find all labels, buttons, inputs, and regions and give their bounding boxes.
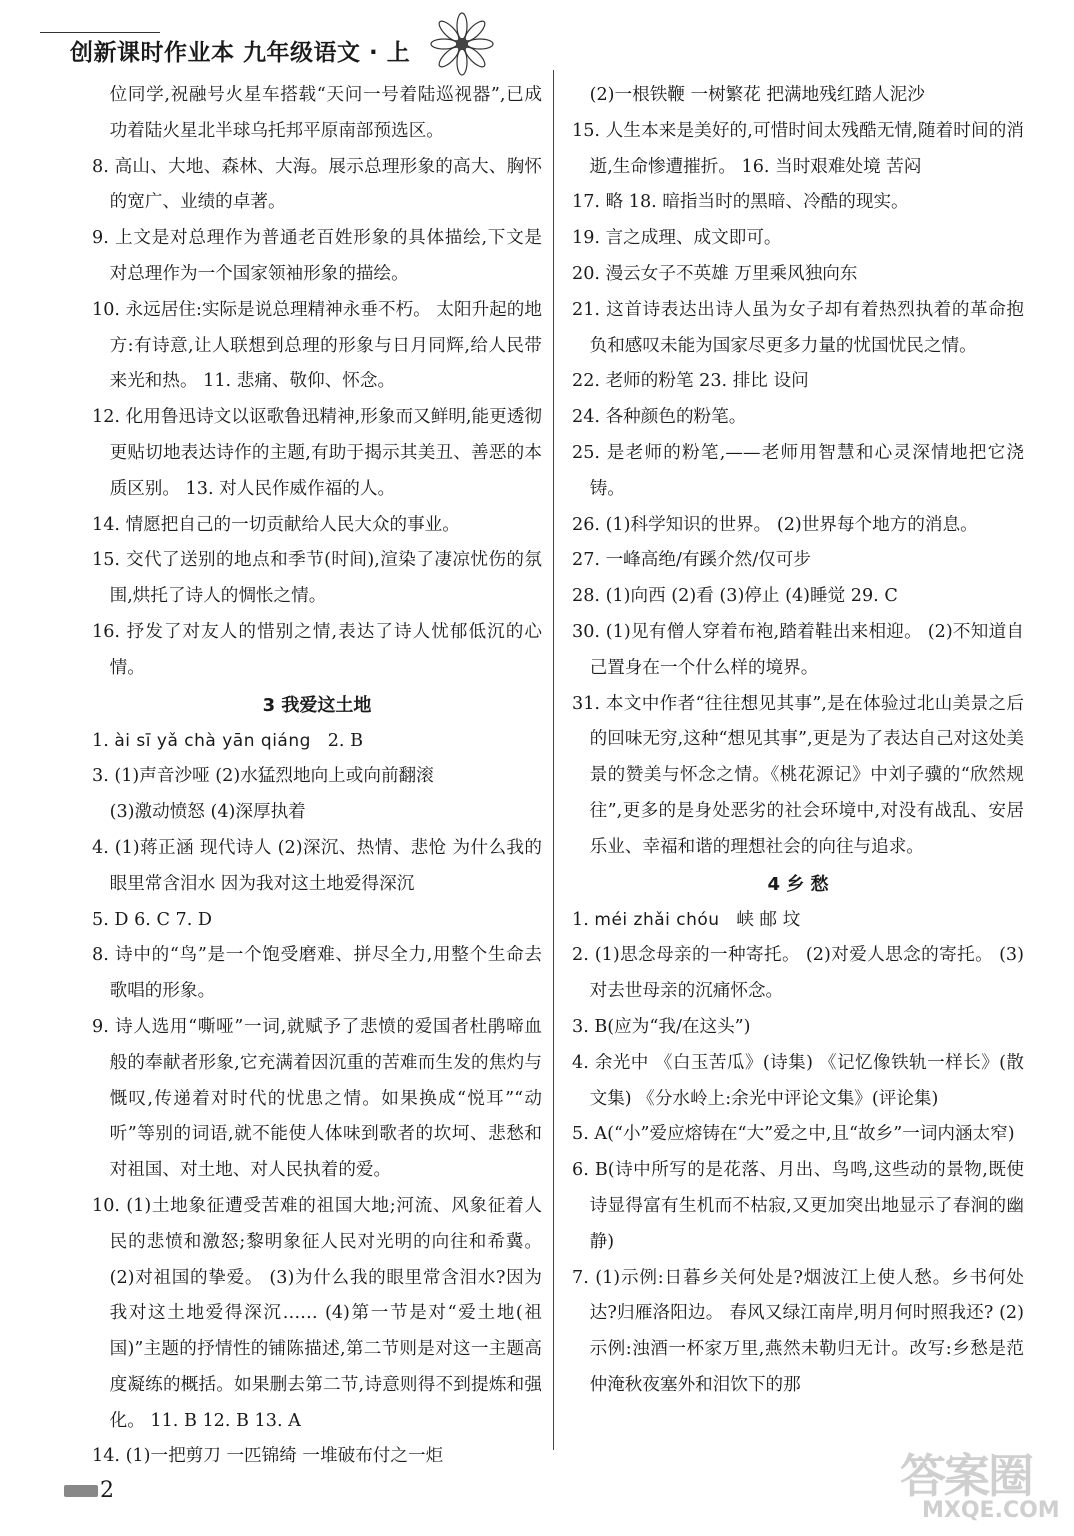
right-column [572, 78, 1024, 1404]
page-number-text: 2 [100, 1478, 114, 1503]
page-number-bar [64, 1485, 98, 1497]
answer-paragraph: 14. (1)一把剪刀 一匹锦绮 一堆破布付之一炬 [92, 1446, 444, 1467]
header-title: 创新课时作业本 九年级语文 · 上 [70, 39, 411, 66]
answer-paragraph: 位同学,祝融号火星车搭载“天问一号着陆巡视器”,已成功着陆火星北半球乌托邦平原南部预选区。 [109, 85, 542, 141]
answer-paragraph: 22. 老师的粉笔 23. 排比 设问 [572, 371, 809, 392]
answer-paragraph: 20. 漫云女子不英雄 万里乘风独向东 [572, 263, 858, 284]
answer-paragraph: 5. D 6. C 7. D [92, 909, 212, 930]
answer-paragraph: 9. 诗人选用“嘶哑”一词,就赋予了悲愤的爱国者杜鹃啼血般的奉献者形象,它充满着因沉重的苦难而生发的焦灼与慨叹,传递着对时代的忧患之情。如果换成“悦耳”“动听”等别的词语,就不能使人体味到歌者的坎坷、悲愁和对祖国、对土地、对人民执着的爱。 [92, 1016, 542, 1181]
answer-paragraph: (2)一根铁鞭 一树繁花 把满地残红踏人泥沙 [589, 85, 925, 105]
answer-paragraph: 8. 诗中的“鸟”是一个饱受磨难、拼尽全力,用整个生命去歌唱的形象。 [92, 945, 542, 1002]
answer-paragraph: 4. 余光中 《白玉苦瓜》(诗集) 《记忆像铁轨一样长》(散文集) 《分水岭上:余光中评论文集》(评论集) [572, 1052, 1024, 1109]
watermark-logo [900, 1440, 1070, 1530]
q1-pinyin: méi zhǎi chóu [594, 909, 720, 930]
answer-paragraph: 31. 本文中作者“往往想见其事”,是在体验过北山美景之后的回味无穷,这种“想见其事”,更是为了表达自己对这处美景的赞美与怀念之情。《桃花源记》中刘子骥的“欣然规往”,更多的是身处恶劣的社会环境中,对没有战乱、安居乐业、幸福和谐的理想社会的向往与追求。 [572, 693, 1024, 857]
answer-paragraph: 15. 人生本来是美好的,可惜时间太残酷无情,随着时间的消逝,生命惨遭摧折。 16. 当时艰难处境 苦闷 [572, 120, 1024, 177]
answer-paragraph: 10. (1)土地象征遭受苦难的祖国大地;河流、风象征着人民的悲愤和激怒;黎明象征人民对光明的向往和希冀。 (2)对祖国的挚爱。 (3)为什么我的眼里常含泪水?因为我对这土地爱得深沉…… (4)第一节是对“爱土地(祖国)”主题的抒情性的铺陈描述,第二节则是对这一主题高度凝练的概括。如果删去第二节,诗意则得不到提炼和强化。 11. B 12. B 13. A [92, 1195, 542, 1431]
section-4-q1 [572, 903, 1024, 939]
answer-paragraph: 19. 言之成理、成文即可。 [572, 228, 782, 249]
answer-paragraph: 16. 抒发了对友人的惜别之情,表达了诗人忧郁低沉的心情。 [92, 621, 542, 678]
answer-paragraph: 10. 永远居住:实际是说总理精神永垂不朽。 太阳升起的地方:有诗意,让人联想到总理的形象与日月同辉,给人民带来光和热。 11. 悲痛、敬仰、怀念。 [92, 299, 542, 392]
section-4-title: 4 乡 愁 [767, 873, 829, 895]
page-header [70, 30, 490, 70]
answer-paragraph: 3. (1)声音沙哑 (2)水猛烈地向上或向前翻滚 [92, 766, 434, 787]
answer-paragraph: 7. (1)示例:日暮乡关何处是?烟波江上使人愁。乡书何处达?归雁洛阳边。 春风又绿江南岸,明月何时照我还? (2)示例:浊酒一杯家万里,燕然未勒归无计。改写:乡愁是范仲淹秋夜塞外和泪饮下的那 [572, 1267, 1024, 1395]
answer-paragraph: 12. 化用鲁迅诗文以讴歌鲁迅精神,形象而又鲜明,能更透彻更贴切地表达诗作的主题,有助于揭示其美丑、善恶的本质区别。 13. 对人民作威作福的人。 [92, 407, 542, 499]
header-rule [40, 32, 160, 33]
flower-icon [430, 12, 494, 76]
answer-paragraph: 24. 各种颜色的粉笔。 [572, 407, 747, 428]
answer-paragraph: 21. 这首诗表达出诗人虽为女子却有着热烈执着的革命抱负和感叹未能为国家尽更多力量的忧国忧民之情。 [572, 299, 1024, 356]
section-3-title: 3 我爱这土地 [262, 694, 372, 716]
answer-paragraph: 15. 交代了送别的地点和季节(时间),渲染了凄凉忧伤的氛围,烘托了诗人的惆怅之情。 [92, 550, 542, 607]
watermark-text: 答案圈 [900, 1449, 1032, 1503]
left-column [92, 78, 542, 1475]
answer-paragraph: 25. 是老师的粉笔,——老师用智慧和心灵深情地把它浇铸。 [572, 442, 1024, 499]
answer-paragraph: 4. (1)蒋正涵 现代诗人 (2)深沉、热情、悲怆 为什么我的眼里常含泪水 因为我对这土地爱得深沉 [92, 837, 542, 894]
answer-paragraph: 9. 上文是对总理作为普通老百姓形象的具体描绘,下文是对总理作为一个国家领袖形象的描绘。 [92, 228, 542, 284]
answer-paragraph: 6. B(诗中所写的是花落、月出、鸟鸣,这些动的景物,既使诗显得富有生机而不枯寂,又更加突出地显示了春涧的幽静) [572, 1160, 1024, 1252]
answer-paragraph: 26. (1)科学知识的世界。 (2)世界每个地方的消息。 [572, 514, 978, 535]
answer-paragraph: 3. B(应为“我/在这头”) [572, 1016, 751, 1037]
answer-paragraph: 14. 情愿把自己的一切贡献给人民大众的事业。 [92, 514, 460, 535]
watermark-url: MXQE.COM [922, 1498, 1060, 1523]
answer-paragraph: 8. 高山、大地、森林、大海。展示总理形象的高大、胸怀的宽广、业绩的卓著。 [92, 156, 542, 213]
page-number [64, 1478, 114, 1503]
answer-paragraph: 5. A(“小”爱应熔铸在“大”爱之中,且“故乡”一词内涵太窄) [572, 1124, 1015, 1145]
q1-number: 1. [572, 909, 589, 930]
q1-rest: 峡 邮 坟 [736, 909, 801, 930]
answer-paragraph: 28. (1)向西 (2)看 (3)停止 (4)睡觉 29. C [572, 586, 898, 607]
answer-paragraph: 30. (1)见有僧人穿着布袍,踏着鞋出来相迎。 (2)不知道自己置身在一个什么样的境界。 [572, 621, 1024, 678]
answer-paragraph: (3)激动愤怒 (4)深厚执着 [109, 802, 306, 823]
q1-rest: 2. B [327, 730, 363, 751]
q1-number: 1. [92, 730, 109, 751]
answer-paragraph: 17. 略 18. 暗指当时的黑暗、冷酷的现实。 [572, 192, 909, 213]
q1-pinyin: ài sī yǎ chà yān qiáng [114, 730, 311, 751]
section-3-q1 [92, 724, 542, 760]
answer-paragraph: 27. 一峰高绝/有蹊介然/仅可步 [572, 550, 811, 571]
column-divider [553, 70, 554, 1450]
answer-paragraph: 2. (1)思念母亲的一种寄托。 (2)对爱人思念的寄托。 (3)对去世母亲的沉痛怀念。 [572, 945, 1024, 1002]
